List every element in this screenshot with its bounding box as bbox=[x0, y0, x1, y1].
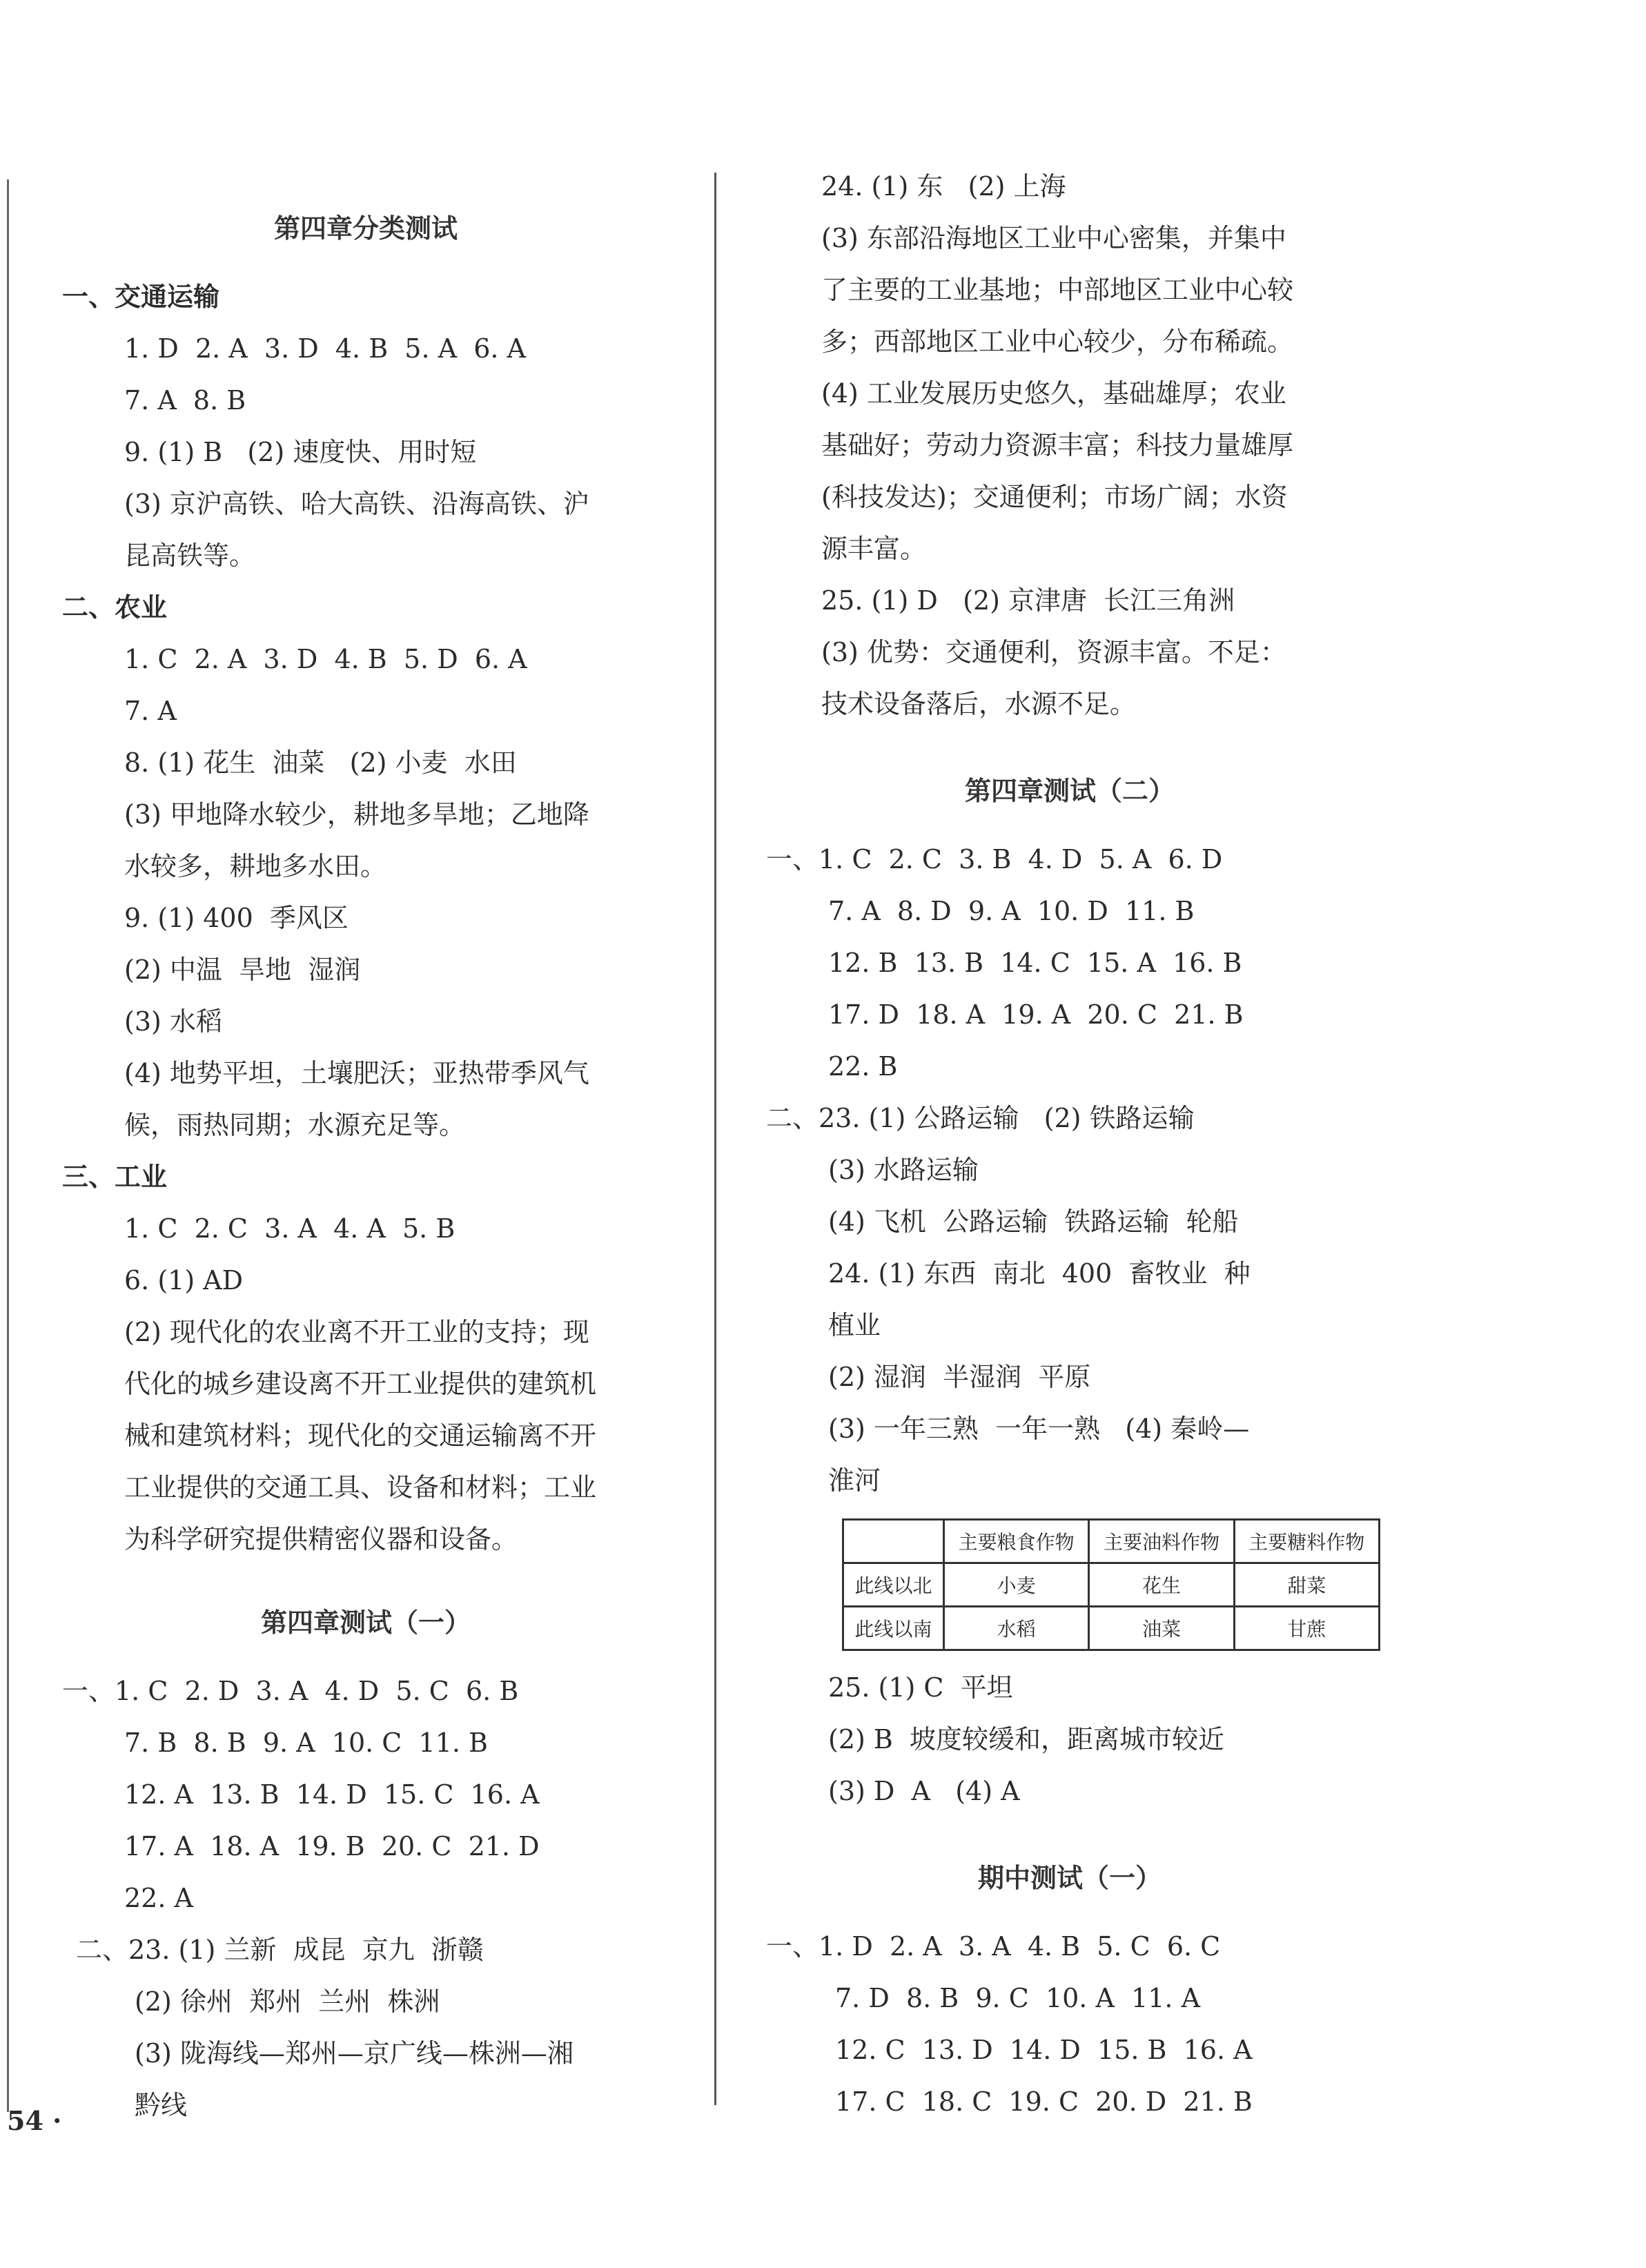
answer-line: (3) 优势：交通便利，资源丰富。不足： bbox=[821, 637, 1286, 667]
answer-line: 6. (1) AD bbox=[124, 1265, 244, 1296]
answer-line: 为科学研究提供精密仪器和设备。 bbox=[124, 1524, 518, 1554]
answer-line: 1. D 2. A 3. D 4. B 5. A 6. A bbox=[124, 333, 526, 364]
answer-line: 植业 bbox=[828, 1310, 881, 1340]
answer-line: 技术设备落后，水源不足。 bbox=[821, 689, 1137, 719]
answer-line: 1. C 2. A 3. D 4. B 5. D 6. A bbox=[124, 644, 527, 674]
answer-line: 9. (1) 400 季风区 bbox=[124, 903, 349, 933]
answer-line: 多；西部地区工业中心较少，分布稀疏。 bbox=[821, 326, 1294, 357]
table-cell: 花生 bbox=[1089, 1563, 1234, 1607]
answer-line: 二、23. (1) 兰新 成昆 京九 浙赣 bbox=[76, 1935, 484, 1965]
answer-line: (2) 徐州 郑州 兰州 株洲 bbox=[135, 1986, 440, 2017]
section-title: 期中测试（一） bbox=[977, 1863, 1162, 1893]
margin-rule bbox=[7, 179, 9, 2112]
answer-line: 24. (1) 东 (2) 上海 bbox=[821, 171, 1066, 202]
answer-line: (2) 湿润 半湿润 平原 bbox=[828, 1362, 1091, 1392]
table-cell: 小麦 bbox=[943, 1563, 1088, 1607]
answer-line: 24. (1) 东西 南北 400 畜牧业 种 bbox=[828, 1258, 1251, 1289]
answer-line: (2) 现代化的农业离不开工业的支持；现 bbox=[124, 1317, 589, 1347]
answer-line: 水较多，耕地多水田。 bbox=[124, 851, 387, 881]
answer-line: (3) 一年三熟 一年一熟 (4) 秦岭— bbox=[828, 1414, 1250, 1444]
section-title: 第四章测试（二） bbox=[964, 776, 1175, 806]
answer-line: (2) 中温 旱地 湿润 bbox=[124, 955, 361, 985]
answer-line: 候，雨热同期；水源充足等。 bbox=[124, 1110, 466, 1140]
answer-line: 一、1. C 2. C 3. B 4. D 5. A 6. D bbox=[766, 844, 1223, 874]
answer-line: 17. C 18. C 19. C 20. D 21. B bbox=[835, 2086, 1253, 2117]
table-cell: 此线以北 bbox=[843, 1563, 944, 1607]
answer-line: (4) 飞机 公路运输 铁路运输 轮船 bbox=[828, 1206, 1239, 1237]
answer-line: 12. A 13. B 14. D 15. C 16. A bbox=[124, 1779, 540, 1810]
table-header-cell: 主要糖料作物 bbox=[1234, 1520, 1379, 1563]
table-cell: 水稻 bbox=[943, 1607, 1088, 1650]
section-title: 第四章测试（一） bbox=[260, 1607, 471, 1638]
answer-line: 25. (1) D (2) 京津唐 长江三角洲 bbox=[821, 585, 1235, 616]
answer-line: 了主要的工业基地；中部地区工业中心较 bbox=[821, 275, 1294, 305]
answer-line: 12. C 13. D 14. D 15. B 16. A bbox=[835, 2035, 1253, 2065]
table-row bbox=[843, 1607, 1380, 1650]
table-header-cell: 主要油料作物 bbox=[1089, 1520, 1234, 1563]
subsection-heading: 二、农业 bbox=[62, 592, 168, 623]
column-divider bbox=[714, 173, 716, 2105]
answer-line: (3) 东部沿海地区工业中心密集，并集中 bbox=[821, 223, 1286, 253]
answer-line: 械和建筑材料；现代化的交通运输离不开 bbox=[124, 1420, 597, 1451]
answer-line: 基础好；劳动力资源丰富；科技力量雄厚 bbox=[821, 430, 1294, 460]
table-cell: 甘蔗 bbox=[1234, 1607, 1379, 1650]
answer-line: 17. D 18. A 19. A 20. C 21. B bbox=[828, 999, 1244, 1030]
answer-line: (3) 甲地降水较少，耕地多旱地；乙地降 bbox=[124, 799, 589, 830]
answer-line: (4) 地势平坦，土壤肥沃；亚热带季风气 bbox=[124, 1058, 589, 1088]
answer-line: 代化的城乡建设离不开工业提供的建筑机 bbox=[124, 1369, 597, 1399]
answer-line: 一、1. C 2. D 3. A 4. D 5. C 6. B bbox=[62, 1676, 519, 1706]
answer-line: (3) 水稻 bbox=[124, 1006, 222, 1037]
answer-line: 工业提供的交通工具、设备和材料；工业 bbox=[124, 1472, 597, 1503]
answer-line: 1. C 2. C 3. A 4. A 5. B bbox=[124, 1213, 455, 1244]
answer-line: (2) B 坡度较缓和，距离城市较近 bbox=[828, 1724, 1224, 1754]
answer-line: 8. (1) 花生 油菜 (2) 小麦 水田 bbox=[124, 747, 517, 778]
answer-line: 昆高铁等。 bbox=[124, 540, 256, 571]
answer-line: 7. A bbox=[124, 696, 177, 726]
answer-line: (3) 水路运输 bbox=[828, 1155, 979, 1185]
answer-line: 7. A 8. D 9. A 10. D 11. B bbox=[828, 896, 1195, 926]
subsection-heading: 三、工业 bbox=[62, 1162, 168, 1192]
answer-line: 22. A bbox=[124, 1883, 193, 1913]
answer-line: 7. A 8. B bbox=[124, 385, 246, 416]
table-row bbox=[843, 1520, 1380, 1563]
subsection-heading: 一、交通运输 bbox=[62, 282, 220, 312]
answer-line: (3) D A (4) A bbox=[828, 1776, 1020, 1806]
answer-line: 17. A 18. A 19. B 20. C 21. D bbox=[124, 1831, 540, 1861]
answer-line: 源丰富。 bbox=[821, 534, 927, 564]
answer-line: 一、1. D 2. A 3. A 4. B 5. C 6. C bbox=[766, 1931, 1221, 1962]
answer-line: 淮河 bbox=[828, 1465, 881, 1496]
answer-line: 9. (1) B (2) 速度快、用时短 bbox=[124, 437, 477, 467]
answer-line: 12. B 13. B 14. C 15. A 16. B bbox=[828, 948, 1242, 978]
answer-line: 25. (1) C 平坦 bbox=[828, 1672, 1013, 1703]
answer-line: 7. B 8. B 9. A 10. C 11. B bbox=[124, 1728, 488, 1758]
table-cell: 此线以南 bbox=[843, 1607, 944, 1650]
table-header-cell bbox=[843, 1520, 944, 1563]
answer-line: 22. B bbox=[828, 1051, 898, 1082]
table-cell: 油菜 bbox=[1089, 1607, 1234, 1650]
crop-table bbox=[842, 1518, 1380, 1651]
table-cell: 甜菜 bbox=[1234, 1563, 1379, 1607]
section-title: 第四章分类测试 bbox=[273, 213, 458, 244]
page-number: 54 · bbox=[7, 2105, 62, 2136]
answer-line: (3) 京沪高铁、哈大高铁、沿海高铁、沪 bbox=[124, 489, 589, 519]
table-row bbox=[843, 1563, 1380, 1607]
answer-line: 二、23. (1) 公路运输 (2) 铁路运输 bbox=[766, 1103, 1195, 1133]
answer-line: 7. D 8. B 9. C 10. A 11. A bbox=[835, 1983, 1201, 2013]
answer-line: (3) 陇海线—郑州—京广线—株洲—湘 bbox=[135, 2038, 574, 2069]
answer-line: (4) 工业发展历史悠久，基础雄厚；农业 bbox=[821, 378, 1286, 409]
answer-line: (科技发达)；交通便利；市场广阔；水资 bbox=[821, 482, 1288, 512]
table-header-cell: 主要粮食作物 bbox=[943, 1520, 1088, 1563]
answer-line: 黔线 bbox=[135, 2090, 188, 2120]
